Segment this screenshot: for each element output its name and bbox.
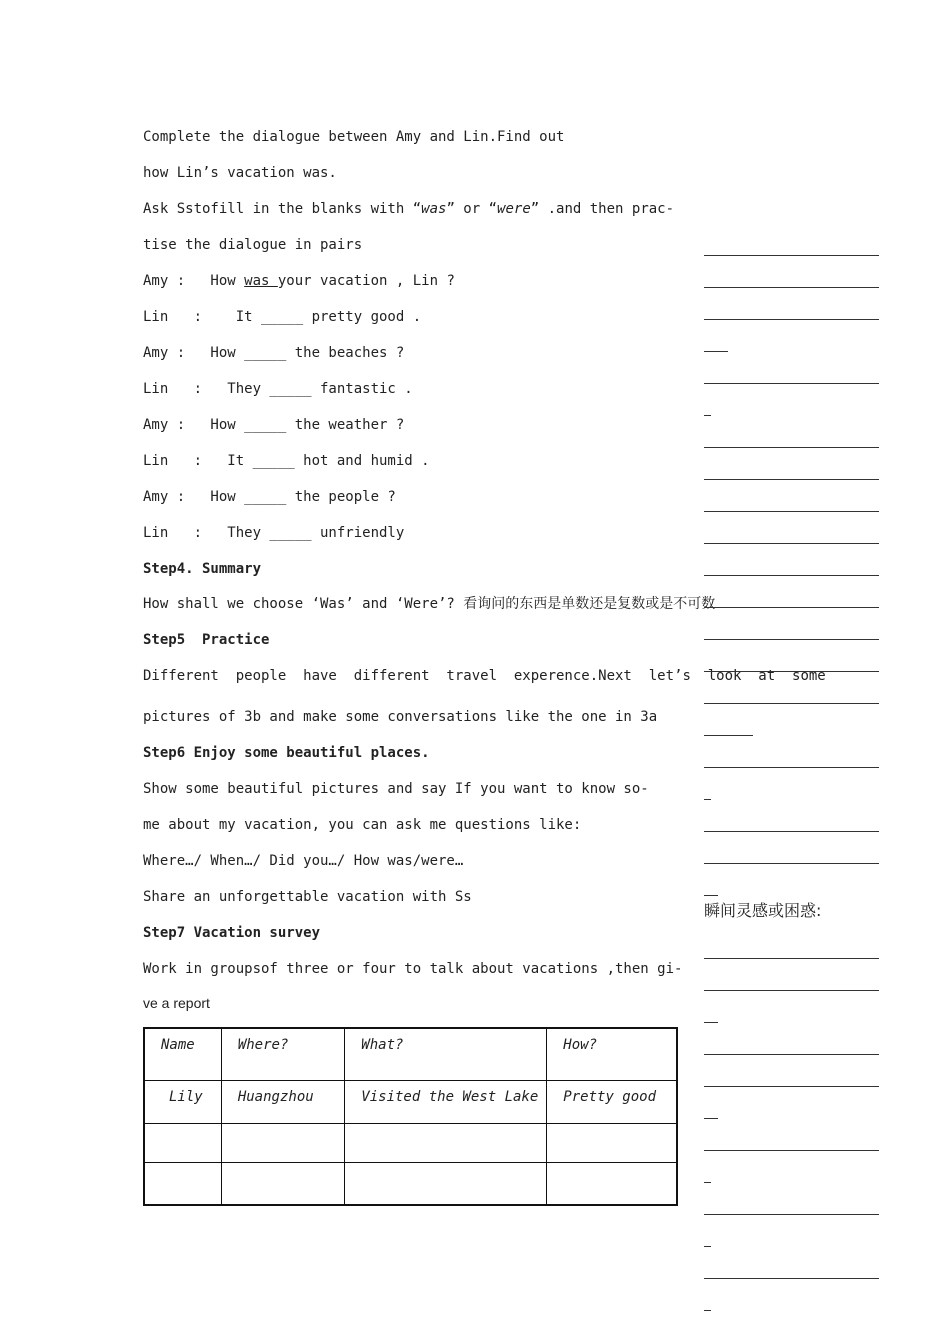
note-line: [704, 543, 879, 544]
step6-line-3: Where…/ When…/ Did you…/ How was/were…: [143, 853, 464, 869]
table-row: [144, 1123, 677, 1162]
note-line: [704, 990, 879, 991]
step5-heading: Step5 Practice: [143, 632, 270, 648]
table-cell: [547, 1162, 677, 1205]
dialogue-line-5: Amy : How _____ the weather ?: [143, 417, 405, 433]
table-cell: Lily: [144, 1080, 221, 1123]
instruction-line-1: Ask Sstofill in the blanks with “was” or “were” .and then prac-: [143, 201, 675, 217]
step6-line-2: me about my vacation, you can ask me questions like:: [143, 817, 582, 833]
step7-line-1: Work in groupsof three or four to talk about vacations ,then gi-: [143, 961, 683, 977]
step7-line-2: ve a report: [143, 995, 210, 1011]
note-line: [704, 575, 879, 576]
intro-line-1: Complete the dialogue between Amy and Lin.Find out: [143, 129, 565, 145]
summary-text: How shall we choose ‘Was’ and ‘Were’? 看询问的东西是单数还是复数或是不可数: [143, 596, 716, 612]
note-line: [704, 255, 879, 256]
note-line: [704, 511, 879, 512]
table-header: What?: [345, 1028, 547, 1080]
table-cell: [345, 1123, 547, 1162]
table-header: Where?: [221, 1028, 344, 1080]
note-line: [704, 799, 711, 800]
note-line: [704, 319, 879, 320]
note-line: [704, 1054, 879, 1055]
dialogue-line-3: Amy : How _____ the beaches ?: [143, 345, 405, 361]
step6-line-1: Show some beautiful pictures and say If you want to know so-: [143, 781, 649, 797]
survey-table: [143, 1027, 678, 1206]
table-cell: Huangzhou: [221, 1080, 344, 1123]
dialogue-line-8: Lin : They _____ unfriendly: [143, 525, 405, 541]
note-line: [704, 1086, 879, 1087]
dialogue-line-2: Lin : It _____ pretty good .: [143, 309, 422, 325]
note-line: [704, 863, 879, 864]
note-line: [704, 1182, 711, 1183]
table-cell: [221, 1162, 344, 1205]
table-row: [144, 1162, 677, 1205]
note-line: [704, 735, 753, 736]
note-line: [704, 767, 879, 768]
note-line: [704, 1214, 879, 1215]
table-cell: [547, 1123, 677, 1162]
table-cell: Visited the West Lake: [345, 1080, 547, 1123]
note-line: [704, 447, 879, 448]
note-line: [704, 639, 879, 640]
inspiration-label: 瞬间灵感或困惑:: [704, 901, 822, 920]
dialogue-line-1: Amy : How was your vacation , Lin ?: [143, 273, 455, 289]
dialogue-line-4: Lin : They _____ fantastic .: [143, 381, 413, 397]
note-line: [704, 1246, 711, 1247]
note-line: [704, 1310, 711, 1311]
note-line: [704, 287, 879, 288]
table-header-row: [144, 1028, 677, 1080]
note-line: [704, 1022, 718, 1023]
note-line: [704, 383, 879, 384]
instruction-line-2: tise the dialogue in pairs: [143, 237, 363, 253]
step6-line-4: Share an unforgettable vacation with Ss: [143, 889, 472, 905]
table-cell: [221, 1123, 344, 1162]
practice-line-1: Different people have different travel experence.Next let’s look at some: [143, 668, 826, 684]
note-line: [704, 895, 718, 896]
note-line: [704, 1150, 879, 1151]
dialogue-line-6: Lin : It _____ hot and humid .: [143, 453, 430, 469]
table-header: Name: [144, 1028, 221, 1080]
note-line: [704, 1118, 718, 1119]
table-cell: [144, 1162, 221, 1205]
note-line: [704, 607, 879, 608]
note-line: [704, 1278, 879, 1279]
note-line: [704, 415, 711, 416]
intro-line-2: how Lin’s vacation was.: [143, 165, 337, 181]
note-line: [704, 703, 879, 704]
table-cell: [345, 1162, 547, 1205]
note-line: [704, 958, 879, 959]
step6-heading: Step6 Enjoy some beautiful places.: [143, 745, 430, 761]
table-row: [144, 1080, 677, 1123]
step7-heading: Step7 Vacation survey: [143, 925, 321, 941]
step4-heading: Step4. Summary: [143, 561, 262, 577]
note-line: [704, 351, 728, 352]
dialogue-line-7: Amy : How _____ the people ?: [143, 489, 396, 505]
note-line: [704, 479, 879, 480]
practice-line-2: pictures of 3b and make some conversations like the one in 3a: [143, 709, 658, 725]
table-cell: Pretty good: [547, 1080, 677, 1123]
table-cell: [144, 1123, 221, 1162]
table-header: How?: [547, 1028, 677, 1080]
note-line: [704, 671, 879, 672]
note-line: [704, 831, 879, 832]
